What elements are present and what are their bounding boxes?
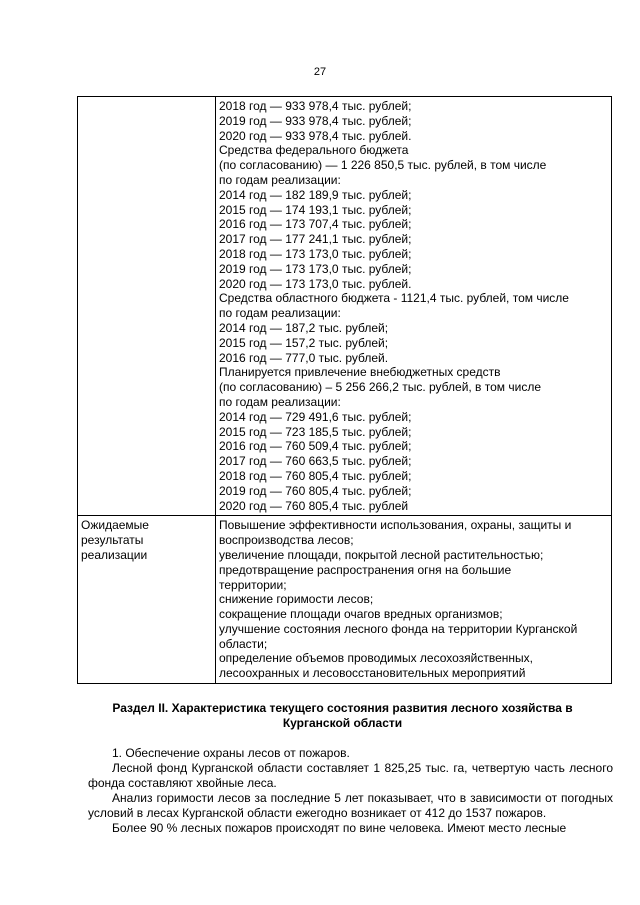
text-line: Средства федерального бюджета bbox=[219, 143, 409, 158]
text-line: Средства областного бюджета - 1121,4 тыс. рублей, том числе bbox=[219, 291, 569, 306]
paragraph: Анализ горимости лесов за последние 5 лет показывает, что в зависимости от погодных условий в лесах Курганской области ежегодно возникает от 412 до 1537 пожаров. bbox=[88, 791, 613, 820]
expected-results-lines bbox=[216, 516, 611, 683]
text-line: 2020 год — 933 978,4 тыс. рублей. bbox=[219, 128, 412, 143]
body-text bbox=[88, 746, 613, 836]
text-line: сокращение площади очагов вредных организмов; bbox=[219, 607, 503, 622]
text-line: по годам реализации: bbox=[219, 172, 341, 187]
text-line: Повышение эффективности использования, охраны, защиты и bbox=[219, 518, 572, 533]
text-line: 2018 год — 760 805,4 тыс. рублей; bbox=[219, 468, 412, 483]
text-line: результаты bbox=[81, 533, 144, 548]
table-label-cell bbox=[78, 97, 216, 516]
text-line: 2014 год — 729 491,6 тыс. рублей; bbox=[219, 409, 412, 424]
page-number: 27 bbox=[313, 66, 327, 78]
table-row bbox=[78, 516, 612, 684]
text-line: увеличение площади, покрытой лесной растительностью; bbox=[219, 547, 544, 562]
text-line: 2015 год — 157,2 тыс. рублей; bbox=[219, 335, 389, 350]
text-line: по годам реализации: bbox=[219, 394, 341, 409]
text-line: определение объемов проводимых лесохозяйственных, bbox=[219, 651, 533, 666]
text-line: Ожидаемые bbox=[81, 518, 149, 533]
text-line: (по согласованию) — 1 226 850,5 тыс. рублей, в том числе bbox=[219, 158, 547, 173]
text-line: 2019 год — 760 805,4 тыс. рублей; bbox=[219, 483, 412, 498]
text-line: 2018 год — 173 173,0 тыс. рублей; bbox=[219, 246, 412, 261]
text-line: 2019 год — 173 173,0 тыс. рублей; bbox=[219, 261, 412, 276]
paragraph: 1. Обеспечение охраны лесов от пожаров. bbox=[112, 746, 350, 760]
text-line: (по согласованию) – 5 256 266,2 тыс. рублей, в том числе bbox=[219, 380, 542, 395]
table-value-cell bbox=[216, 97, 612, 516]
text-line: 2016 год — 760 509,4 тыс. рублей; bbox=[219, 439, 412, 454]
text-line: территории; bbox=[219, 577, 287, 592]
text-line: 2017 год — 760 663,5 тыс. рублей; bbox=[219, 454, 412, 469]
text-line: 2017 год — 177 241,1 тыс. рублей; bbox=[219, 232, 412, 247]
text-line: улучшение состояния лесного фонда на территории Курганской bbox=[219, 621, 578, 636]
paragraph: Более 90 % лесных пожаров происходят по вине человека. Имеют место лесные bbox=[112, 821, 567, 835]
text-line: воспроизводства лесов; bbox=[219, 533, 354, 548]
text-line: 2015 год — 723 185,5 тыс. рублей; bbox=[219, 424, 412, 439]
text-line: 2014 год — 187,2 тыс. рублей; bbox=[219, 320, 389, 335]
text-line: 2014 год — 182 189,9 тыс. рублей; bbox=[219, 187, 412, 202]
text-line: 2016 год — 777,0 тыс. рублей. bbox=[219, 350, 389, 365]
text-line: по годам реализации: bbox=[219, 306, 341, 321]
text-line: 2020 год — 173 173,0 тыс. рублей. bbox=[219, 276, 412, 291]
text-line: лесоохранных и лесовосстановительных мероприятий bbox=[219, 666, 526, 681]
program-passport-table bbox=[77, 96, 612, 684]
text-line: 2020 год — 760 805,4 тыс. рублей bbox=[219, 498, 409, 513]
section-heading bbox=[80, 701, 605, 731]
table-value-cell bbox=[216, 516, 612, 684]
text-line: 2018 год — 933 978,4 тыс. рублей; bbox=[219, 99, 412, 113]
table-label-cell bbox=[78, 516, 216, 684]
funding-lines bbox=[216, 97, 611, 515]
text-line: реализации bbox=[81, 547, 148, 562]
text-line: снижение горимости лесов; bbox=[219, 592, 374, 607]
expected-results-label bbox=[78, 516, 215, 562]
text-line: предотвращение распространения огня на большие bbox=[219, 562, 512, 577]
paragraph: Лесной фонд Курганской области составляет 1 825,25 тыс. га, четвертую часть лесного фонда составляют хвойные леса. bbox=[88, 761, 613, 790]
text-line: Планируется привлечение внебюджетных средств bbox=[219, 365, 501, 380]
text-line: 2016 год — 173 707,4 тыс. рублей; bbox=[219, 217, 412, 232]
section-heading-line: Раздел II. Характеристика текущего состояния развития лесного хозяйства в bbox=[112, 701, 573, 715]
text-line: 2019 год — 933 978,4 тыс. рублей; bbox=[219, 113, 412, 128]
table-row bbox=[78, 97, 612, 516]
text-line: 2015 год — 174 193,1 тыс. рублей; bbox=[219, 202, 412, 217]
section-heading-line: Курганской области bbox=[282, 716, 403, 730]
text-line: области; bbox=[219, 636, 268, 651]
